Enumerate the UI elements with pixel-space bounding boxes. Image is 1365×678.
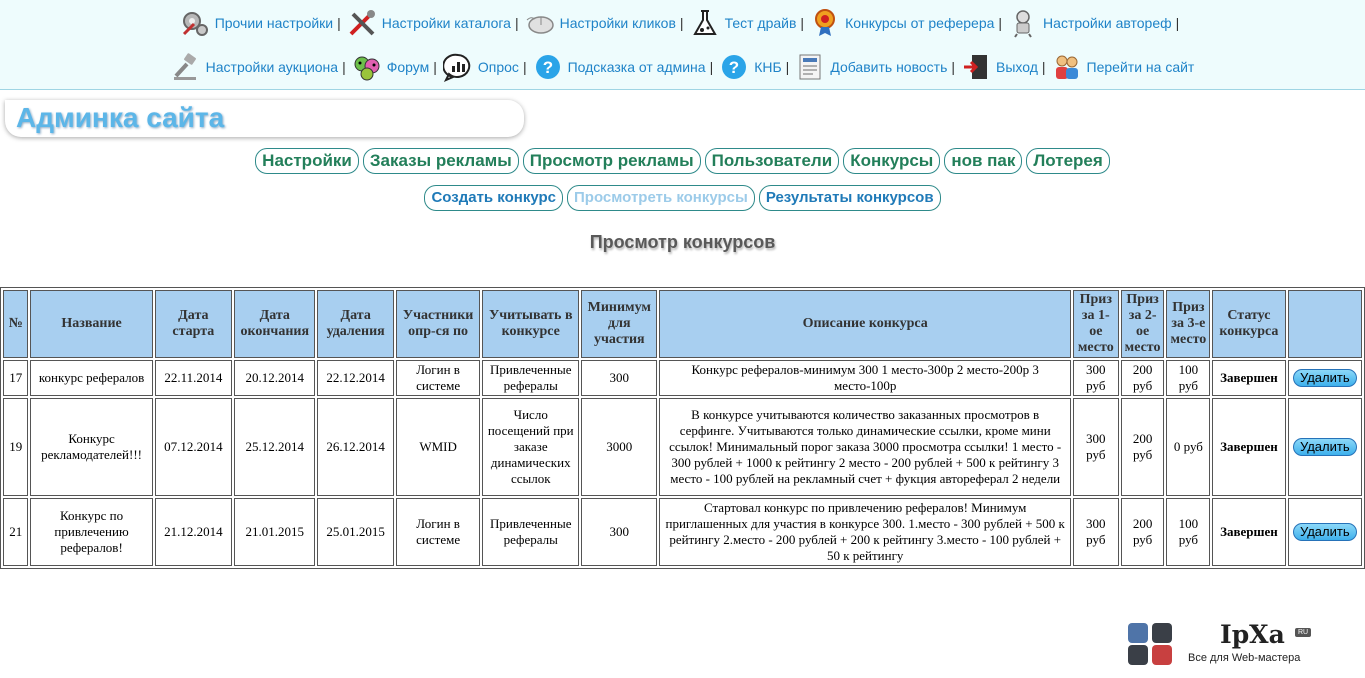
nav-autoref-settings[interactable]	[1008, 8, 1172, 38]
cell-prize1: 300 руб	[1073, 498, 1119, 566]
nav-add-news[interactable]	[795, 52, 947, 82]
separator: |	[951, 59, 956, 75]
col-header: Приз за 2-ое место	[1121, 290, 1165, 358]
cell-id: 17	[3, 360, 28, 396]
tab-settings[interactable]: Настройки	[255, 148, 359, 174]
col-header: Приз за 3-е место	[1166, 290, 1210, 358]
main-tabs	[0, 148, 1365, 174]
tab-contest-results[interactable]: Результаты конкурсов	[759, 185, 941, 211]
cell-end: 25.12.2014	[234, 398, 315, 496]
nav-admin-hint[interactable]	[533, 52, 706, 82]
cell-delete-date: 22.12.2014	[317, 360, 393, 396]
delete-button[interactable]: Удалить	[1293, 369, 1357, 387]
gavel-icon	[171, 52, 201, 82]
cell-delete-date: 25.01.2015	[317, 498, 393, 566]
cell-id: 19	[3, 398, 28, 496]
cell-prize1: 300 руб	[1073, 398, 1119, 496]
separator: |	[679, 15, 684, 31]
table-header-row	[3, 290, 1362, 358]
nav-auction-settings[interactable]	[171, 52, 338, 82]
brand-name: IpXa	[1220, 620, 1285, 649]
logo-square-tl	[1128, 623, 1148, 643]
nav-label: Настройки каталога	[381, 15, 511, 31]
cell-start: 22.11.2014	[155, 360, 232, 396]
separator: |	[998, 15, 1003, 31]
cell-participants: Логин в системе	[396, 360, 481, 396]
col-header: Дата удаления	[317, 290, 393, 358]
cell-prize3: 0 руб	[1166, 398, 1210, 496]
col-header: Дата старта	[155, 290, 232, 358]
col-header: №	[3, 290, 28, 358]
nav-knb[interactable]	[719, 52, 781, 82]
separator: |	[800, 15, 805, 31]
news-icon	[795, 52, 825, 82]
cell-count: Привлеченные рефералы	[482, 360, 579, 396]
tab-contests[interactable]: Конкурсы	[843, 148, 940, 174]
logo-square-tr	[1152, 623, 1172, 643]
separator: |	[1041, 59, 1046, 75]
page-heading: Просмотр конкурсов	[589, 232, 776, 252]
tab-create-contest[interactable]: Создать конкурс	[424, 185, 563, 211]
flask-icon	[690, 8, 720, 38]
cell-actions	[1288, 360, 1362, 396]
delete-button[interactable]: Удалить	[1293, 523, 1357, 541]
brand-domain-tag: RU	[1295, 628, 1311, 637]
nav-label: Настройки аукциона	[205, 59, 339, 75]
nav-label: Настройки автореф	[1043, 15, 1172, 31]
brand-tagline: Все для Web-мастера	[1188, 652, 1301, 664]
separator: |	[1175, 15, 1180, 31]
nav-label: Конкурсы от реферера	[845, 15, 995, 31]
cell-name: Конкурс рекламодателей!!!	[30, 398, 152, 496]
separator: |	[514, 15, 519, 31]
tab-new-pack[interactable]: нов пак	[944, 148, 1022, 174]
cell-minimum: 3000	[581, 398, 657, 496]
separator: |	[785, 59, 790, 75]
cell-end: 20.12.2014	[234, 360, 315, 396]
cell-description: Стартовал конкурс по привлечению рефералов! Минимум приглашенных для участия в конкурсе 300. 1.место - 300 рублей + 500 к рейтингу 2.место - 200 рублей + 200 к рейтингу 3.место - 100 рублей + 50 к рейтингу	[659, 498, 1070, 566]
cell-count: Число посещений при заказе динамических ссылок	[482, 398, 579, 496]
logo-square-br	[1152, 645, 1172, 665]
cell-prize1: 300 руб	[1073, 360, 1119, 396]
admin-header-box	[5, 100, 524, 137]
tab-ad-views[interactable]: Просмотр рекламы	[523, 148, 701, 174]
nav-click-settings[interactable]	[525, 8, 676, 38]
nav-forum[interactable]	[352, 52, 430, 82]
col-header: Статус конкурса	[1212, 290, 1285, 358]
cell-participants: WMID	[396, 398, 481, 496]
nav-row-1	[0, 1, 1365, 45]
cell-start: 07.12.2014	[155, 398, 232, 496]
col-header: Участники опр-ся по	[396, 290, 481, 358]
cell-minimum: 300	[581, 498, 657, 566]
nav-label: Прочии настройки	[214, 15, 334, 31]
cell-prize3: 100 руб	[1166, 498, 1210, 566]
tab-lottery[interactable]: Лотерея	[1026, 148, 1109, 174]
table-row	[3, 360, 1362, 396]
nav-go-to-site[interactable]	[1052, 52, 1195, 82]
col-header-actions	[1288, 290, 1362, 358]
table-row	[3, 398, 1362, 496]
nav-logout[interactable]	[961, 52, 1038, 82]
top-navigation	[0, 0, 1365, 90]
nav-label: Настройки кликов	[559, 15, 676, 31]
poll-icon	[443, 52, 473, 82]
cell-id: 21	[3, 498, 28, 566]
separator: |	[522, 59, 527, 75]
separator: |	[337, 15, 341, 31]
nav-label: Подсказка от админа	[567, 59, 706, 75]
separator: |	[433, 59, 437, 75]
cell-prize2: 200 руб	[1121, 498, 1165, 566]
medal-icon	[810, 8, 840, 38]
forum-icon	[352, 52, 382, 82]
cell-minimum: 300	[581, 360, 657, 396]
cell-actions	[1288, 398, 1362, 496]
people-icon	[1052, 52, 1082, 82]
cell-prize3: 100 руб	[1166, 360, 1210, 396]
nav-row-2	[0, 45, 1365, 89]
nav-label: Добавить новость	[830, 59, 948, 75]
exit-icon	[961, 52, 991, 82]
separator: |	[709, 59, 714, 75]
cell-status: Завершен	[1212, 398, 1285, 496]
cell-prize2: 200 руб	[1121, 360, 1165, 396]
cell-end: 21.01.2015	[234, 498, 315, 566]
tools-icon	[347, 8, 377, 38]
col-header: Дата окончания	[234, 290, 315, 358]
nav-test-drive[interactable]	[690, 8, 797, 38]
nav-other-settings[interactable]	[180, 8, 333, 38]
contest-sub-tabs	[0, 185, 1365, 211]
nav-poll[interactable]	[443, 52, 519, 82]
table-row	[3, 498, 1362, 566]
cell-status: Завершен	[1212, 498, 1285, 566]
nav-label: Перейти на сайт	[1086, 59, 1195, 75]
cell-delete-date: 26.12.2014	[317, 398, 393, 496]
cell-name: Конкурс по привлечению рефералов!	[30, 498, 152, 566]
cell-description: В конкурсе учитываются количество заказанных просмотров в серфинге. Учитываются только динамические ссылки, кроме мини ссылок! Минимальный порог заказа 3000 просмотра ссылки! 1 место - 300 рублей + 1000 к рейтингу 2 место - 200 рублей + 500 к рейтингу 3 место - 100 рублей на рекламный счет + фукция автореферал 2 недели	[659, 398, 1070, 496]
svg-text:?: ?	[542, 58, 553, 77]
col-header: Описание конкурса	[659, 290, 1070, 358]
svg-text:?: ?	[729, 58, 740, 77]
nav-label: Выход	[996, 59, 1038, 75]
contests-table	[0, 287, 1365, 569]
nav-label: Тест драйв	[724, 15, 797, 31]
admin-title: Админка сайта	[16, 102, 225, 133]
help-icon	[533, 52, 563, 82]
col-header: Учитывать в конкурсе	[482, 290, 579, 358]
cell-name: конкурс рефералов	[30, 360, 152, 396]
tab-view-contests[interactable]: Просмотреть конкурсы	[567, 185, 755, 211]
cell-start: 21.12.2014	[155, 498, 232, 566]
tab-users[interactable]: Пользователи	[705, 148, 840, 174]
delete-button[interactable]: Удалить	[1293, 438, 1357, 456]
col-header: Минимум для участия	[581, 290, 657, 358]
cell-description: Конкурс рефералов-минимум 300 1 место-300р 2 место-200р 3 место-100р	[659, 360, 1070, 396]
col-header: Приз за 1-ое место	[1073, 290, 1119, 358]
mouse-icon	[525, 8, 555, 38]
logo-square-bl	[1128, 645, 1148, 665]
nav-label: КНБ	[754, 59, 782, 75]
gears-icon	[180, 8, 210, 38]
col-header: Название	[30, 290, 152, 358]
cell-status: Завершен	[1212, 360, 1285, 396]
separator: |	[342, 59, 346, 75]
cell-actions	[1288, 498, 1362, 566]
cell-count: Привлеченные рефералы	[482, 498, 579, 566]
cell-prize2: 200 руб	[1121, 398, 1165, 496]
nav-catalog-settings[interactable]	[347, 8, 511, 38]
tab-ad-orders[interactable]: Заказы рекламы	[363, 148, 519, 174]
help-icon	[719, 52, 749, 82]
nav-label: Опрос	[477, 59, 519, 75]
nav-label: Форум	[386, 59, 430, 75]
footer-brand-logo[interactable]	[1125, 620, 1325, 668]
cell-participants: Логин в системе	[396, 498, 481, 566]
nav-referrer-contests[interactable]	[810, 8, 994, 38]
robot-icon	[1008, 8, 1038, 38]
